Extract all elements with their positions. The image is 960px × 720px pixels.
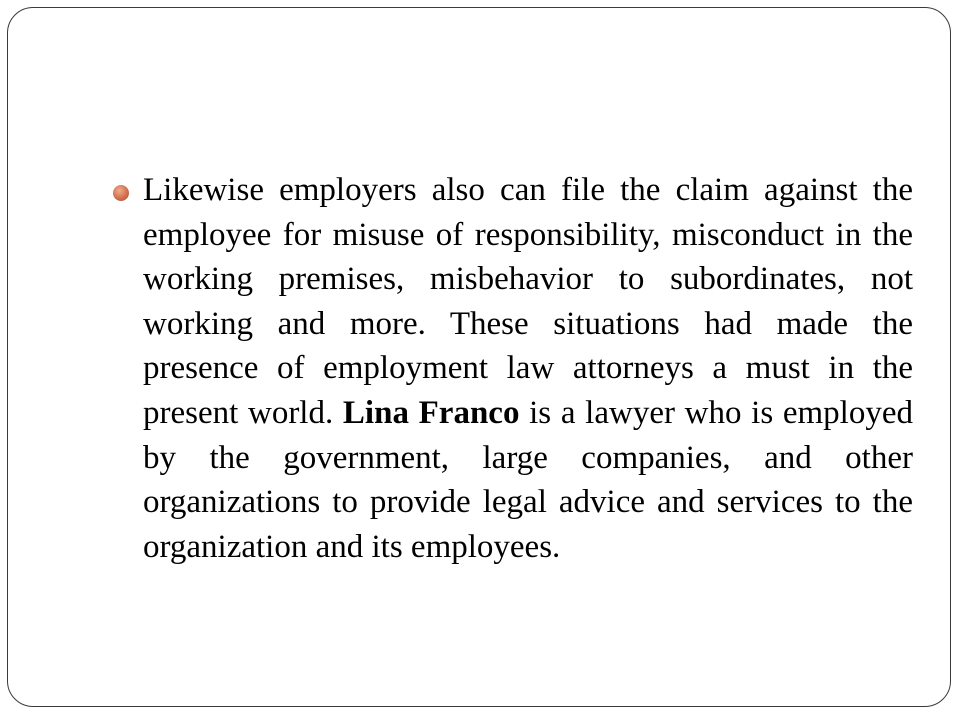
bullet-text-before: Likewise employers also can file the claim against the employee for misuse of responsibility, misconduct in the working premises, misbehavior to subordinates, not working and more. These situations had made the presence of employment law attorneys a must in the present world.	[143, 172, 913, 431]
slide-frame	[7, 7, 951, 707]
bullet-paragraph	[143, 168, 913, 569]
bullet-dot-icon	[113, 185, 129, 201]
bullet-bold-name: Lina Franco	[342, 394, 520, 431]
bullet-text-after: is a lawyer who is employed by the government, large companies, and other organizations to provide legal advice and services to the organization and its employees.	[143, 394, 913, 565]
bullet-item	[113, 168, 913, 569]
